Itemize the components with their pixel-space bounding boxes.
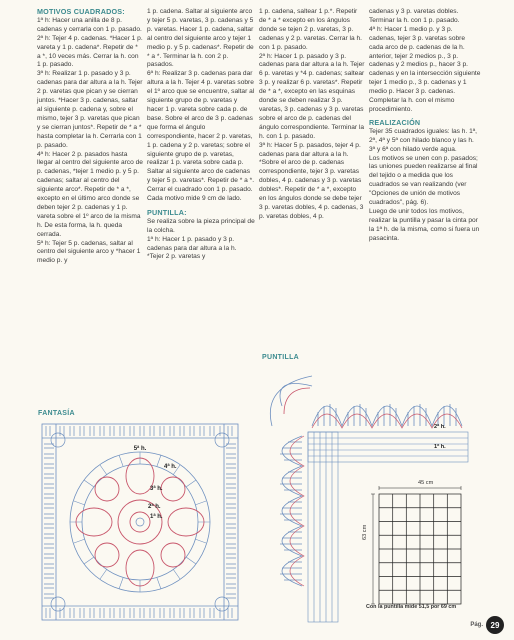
text-col1: 1ª h: Hacer una anilla de 8 p. cadenas y cerrarla con 1 p. pasado. 2ª h: Tejer 4 p. cadenas. *Hacer 1 p. vareta y 1 p. cadena*. Repetir de * a *, 10 veces más. Cerrar la h. con 1 p. pasado. 3ª h: Realizar 1 p. pasado y 3 p. cadenas para dar altura a la h. Tejer 2 p. varetas que pican y se cierran juntos. *Hacer 3 p. cadenas, saltar al siguiente p. cadena y, sobre el mismo, tejer 3 p. varetas que pican y se cierran juntos*. Repetir de * a * hasta completar la h. Cerrarla con 1 p. pasado. 4ª h: Hacer 2 p. pasados hasta llegar al centro del siguiente arco de p. cadenas, *tejer 1 medio p. y 5 p. cadenas; saltar al centro del siguiente arco*. Repetir de * a *, excepto en el último arco donde se deben tejer 2 p. cadenas y 1 p. vareta sobre el 1º arco de la misma h. De esta forma, la h. queda cerrada. 5ª h: Tejer 5 p. cadenas, saltar al centro del siguiente arco y *hacer 1 medio p. y [37, 16, 143, 265]
height-dimension: 63 cm [362, 524, 368, 540]
label-puntilla-2: PUNTILLA [262, 354, 300, 361]
row-label-1: 1ª h. [150, 514, 163, 520]
text-col2b: Se realiza sobre la pieza principal de la colcha. 1ª h: Hacer 1 p. pasado y 3 p. cadenas para dar altura a la h. *Tejer 2 p. varetas y [147, 217, 255, 261]
page-number [470, 616, 504, 634]
label-fantasia: FANTASÍA [38, 410, 75, 417]
heading-realizacion: REALIZACIÓN [369, 117, 421, 127]
tablecloth-layout-grid [371, 484, 467, 608]
column-1 [37, 8, 143, 266]
column-3 [259, 8, 365, 222]
text-col2: 1 p. cadena. Saltar al siguiente arco y tejer 5 p. varetas, 3 p. cadenas y 5 p. varetas. Hacer 1 p. cadena, saltar al centro del siguiente arco y tejer 1 medio p. y 5 p. cadenas*. Repetir de * a *. Terminar la h. con 2 p. pasados. 6ª h: Realizar 3 p. cadenas para dar altura a la h. Tejer 4 p. varetas sobre el 1º arco que se encuentre, saltar al siguiente grupo de p. varetas y hacer 1 p. vareta sobre cada p. de base. Sobre el arco de 3 p. cadenas que forma el ángulo correspondiente, hacer 2 p. varetas, 1 p. cadena y 2 p. varetas; sobre el siguiente grupo de p. varetas, realizar 1 p. vareta sobre cada p. Saltar al siguiente arco de cadenas y tejer 5 p. varetas*. Repetir de * a *. Cerrar el cuadrado con 1 p. pasado. Cada motivo mide 9 cm de lado. [147, 8, 255, 203]
page-label: Pág. [470, 622, 483, 628]
column-2 [147, 8, 255, 262]
width-dimension: 45 cm [418, 480, 434, 486]
row-label-3: 3ª h. [150, 486, 163, 492]
text-col4: cadenas y 3 p. varetas dobles. Terminar la h. con 1 p. pasado. 4ª h: Hacer 1 medio p. y 3 p. cadenas, tejer 3 p. varetas sobre cada arco de p. cadenas de la h. anterior, tejer 2 medios p., 3 p. cadenas y 2 medios p., hacer 3 p. cadenas y en la intersección siguiente tejer 1 medio p., 3 p. cadenas y 1 medio p. Hacer 3 p. cadenas. Completar la h. con el mismo procedimiento. [369, 8, 481, 113]
puntilla-row-label-2: 2ª h. [434, 424, 446, 430]
row-label-2: 2ª h. [148, 504, 161, 510]
page-number-badge: 29 [486, 616, 504, 634]
heading-motivos: MOTIVOS CUADRADOS: [37, 7, 125, 16]
row-label-5: 5ª h. [133, 446, 147, 452]
heading-puntilla-1: PUNTILLA: [147, 207, 187, 217]
grid-caption: Con la puntilla mide 51,5 por 69 cm [366, 604, 457, 610]
row-label-4: 4ª h. [164, 464, 177, 470]
text-col4b: Tejer 35 cuadrados iguales: las h. 1ª, 2ª, 4ª y 5ª con hilado blanco y las h. 3ª y 6ª con hilado verde agua. Los motivos se unen con p. pasados; las uniones pueden realizarse al final del tejido o a medida que los cuadrados se van realizando (ver "Opciones de unión de motivos cuadrados", pág. 6). Luego de unir todos los motivos, realizar la puntilla y pasar la cinta por la 1ª h. de la misma, como si fuera un pasacinta. [369, 127, 480, 242]
fantasia-crochet-chart [36, 418, 244, 628]
text-col3: 1 p. cadena, saltear 1 p.*. Repetir de * a * excepto en los ángulos donde se tejen 2 p. varetas, 3 p. cadenas y 2 p. varetas. Cerrar la h. con 1 p. pasado. 2ª h: Hacer 1 p. pasado y 3 p. cadenas para dar altura a la h. Tejer 6 p. varetas y *4 p. cadenas; saltear 3 p. y realizar 6 p. varetas*. Repetir de * a *, excepto en las esquinas donde se deben realizar 3 p. varetas, 3 p. cadenas y 3 p. varetas sobre el arco de p. cadenas del ángulo correspondiente. Terminar la h. con 1 p. pasado. 3ª h: Hacer 5 p. pasados, tejer 4 p. cadenas para dar altura a la h. *Sobre el arco de p. cadenas correspondiente, tejer 3 p. varetas dobles, 4 p. cadenas y 3 p. varetas dobles*. Repetir de * a *, excepto en los ángulos donde se debe tejer 3 p. varetas dobles, 4 p. cadenas, 3 p. varetas dobles, 4 p. [259, 8, 365, 220]
column-4 [369, 8, 481, 244]
puntilla-row-label-1: 1ª h. [434, 444, 446, 450]
